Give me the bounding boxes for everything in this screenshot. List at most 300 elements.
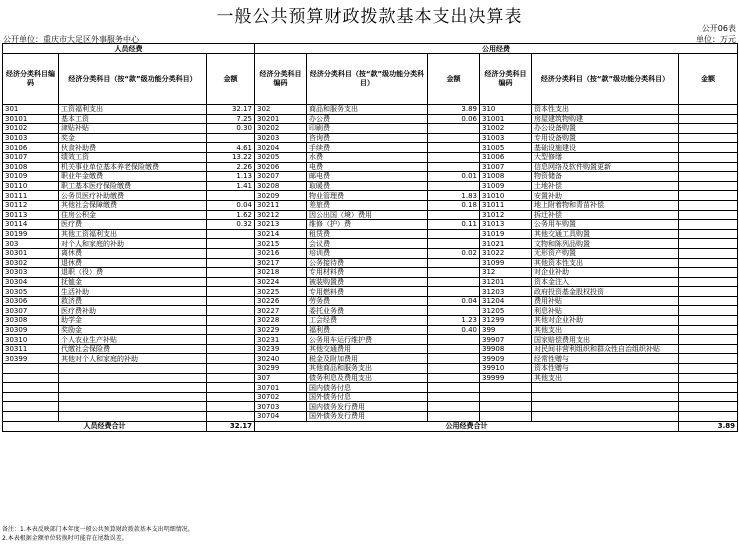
cell-name: 咨询费 <box>307 133 428 143</box>
cell-amount <box>679 373 738 383</box>
cell-code: 30201 <box>255 114 307 124</box>
cell-code: 31009 <box>480 181 532 191</box>
cell-code: 30214 <box>255 229 307 239</box>
cell-name <box>59 364 207 374</box>
cell-code <box>480 392 532 402</box>
cell-amount <box>428 287 480 297</box>
cell-amount <box>679 124 738 134</box>
cell-code: 30311 <box>3 344 59 354</box>
notes <box>2 525 194 543</box>
cell-amount: 0.18 <box>428 200 480 210</box>
table-row <box>3 383 738 393</box>
table-row <box>3 402 738 412</box>
cell-name: 津贴补贴 <box>59 124 207 134</box>
cell-amount: 0.32 <box>207 220 255 230</box>
cell-name: 机关事业单位基本养老保险缴费 <box>59 162 207 172</box>
cell-amount <box>679 287 738 297</box>
cell-name: 专用设备购置 <box>532 133 679 143</box>
cell-code: 30228 <box>255 316 307 326</box>
cell-name: 其他商品和服务支出 <box>307 364 428 374</box>
cell-code: 30308 <box>3 316 59 326</box>
cell-code: 30204 <box>255 143 307 153</box>
cell-name <box>532 412 679 422</box>
expenditure-table <box>2 43 738 432</box>
cell-amount <box>207 258 255 268</box>
cell-name: 因公出国（境）费用 <box>307 210 428 220</box>
cell-name: 助学金 <box>59 316 207 326</box>
cell-code: 30199 <box>3 229 59 239</box>
cell-name <box>59 412 207 422</box>
cell-amount: 0.06 <box>428 114 480 124</box>
header-code: 经济分类科目编码 <box>3 54 59 105</box>
table-row <box>3 105 738 115</box>
cell-amount <box>679 133 738 143</box>
cell-name: 奖励金 <box>59 325 207 335</box>
table-row <box>3 181 738 191</box>
cell-name: 基础设施建设 <box>532 143 679 153</box>
cell-amount <box>428 373 480 383</box>
table-row <box>3 316 738 326</box>
cell-amount: 0.02 <box>428 248 480 258</box>
cell-code: 31011 <box>480 200 532 210</box>
cell-name <box>532 392 679 402</box>
cell-name: 差旅费 <box>307 200 428 210</box>
cell-name: 工会经费 <box>307 316 428 326</box>
table-row <box>3 172 738 182</box>
cell-amount <box>207 287 255 297</box>
money-unit: 单位：万元 <box>696 35 736 44</box>
section-personnel: 人员经费 <box>3 44 255 54</box>
section-public: 公用经费 <box>255 44 738 54</box>
cell-name: 政府投资基金股权投资 <box>532 287 679 297</box>
cell-code <box>3 383 59 393</box>
cell-name: 对个人和家庭的补助 <box>59 239 207 249</box>
cell-code: 31003 <box>480 133 532 143</box>
cell-name: 地上附着物和青苗补偿 <box>532 200 679 210</box>
cell-name: 绩效工资 <box>59 152 207 162</box>
cell-name: 文物和陈列品购置 <box>532 239 679 249</box>
cell-name: 房屋建筑物购建 <box>532 114 679 124</box>
column-header-row <box>3 54 738 105</box>
section-header-row <box>3 44 738 54</box>
cell-code: 31201 <box>480 277 532 287</box>
cell-code: 31001 <box>480 114 532 124</box>
cell-name: 生活补助 <box>59 287 207 297</box>
cell-amount <box>428 402 480 412</box>
cell-code: 30208 <box>255 181 307 191</box>
cell-amount <box>207 316 255 326</box>
cell-name: 拆迁补偿 <box>532 210 679 220</box>
note-line: 2.本表根据金额单位转换时可能存在尾数误差。 <box>2 535 128 542</box>
cell-name: 其他交通费用 <box>307 344 428 354</box>
cell-code: 30216 <box>255 248 307 258</box>
cell-code: 30110 <box>3 181 59 191</box>
cell-name: 其他支出 <box>532 325 679 335</box>
cell-name: 职工基本医疗保险缴费 <box>59 181 207 191</box>
cell-amount <box>679 277 738 287</box>
cell-name: 劳务费 <box>307 296 428 306</box>
header-amount: 金额 <box>428 54 480 105</box>
cell-amount <box>679 210 738 220</box>
cell-name: 商品和服务支出 <box>307 105 428 115</box>
cell-amount <box>428 210 480 220</box>
cell-amount <box>428 258 480 268</box>
cell-amount <box>428 152 480 162</box>
cell-name: 物业管理费 <box>307 191 428 201</box>
cell-name: 对民间非营利组织和群众性自治组织补贴 <box>532 344 679 354</box>
cell-code: 39909 <box>480 354 532 364</box>
cell-name: 福利费 <box>307 325 428 335</box>
table-row <box>3 412 738 422</box>
cell-amount <box>679 402 738 412</box>
cell-code: 30240 <box>255 354 307 364</box>
cell-name: 土地补偿 <box>532 181 679 191</box>
reporting-unit: 公开单位：重庆市大足区外事服务中心 <box>3 35 139 44</box>
table-row <box>3 152 738 162</box>
cell-code: 31203 <box>480 287 532 297</box>
cell-name: 其他支出 <box>532 373 679 383</box>
cell-amount <box>428 344 480 354</box>
cell-amount <box>428 412 480 422</box>
cell-name: 培训费 <box>307 248 428 258</box>
cell-code: 39908 <box>480 344 532 354</box>
cell-amount: 7.25 <box>207 114 255 124</box>
cell-code: 31012 <box>480 210 532 220</box>
cell-amount <box>679 392 738 402</box>
cell-name: 离休费 <box>59 248 207 258</box>
cell-code: 30203 <box>255 133 307 143</box>
cell-amount <box>207 354 255 364</box>
cell-code: 30299 <box>255 364 307 374</box>
cell-name: 国外债务付息 <box>307 392 428 402</box>
cell-name: 职业年金缴费 <box>59 172 207 182</box>
cell-name: 费用补贴 <box>532 296 679 306</box>
public-total-value: 3.89 <box>679 421 738 431</box>
cell-name: 基本工资 <box>59 114 207 124</box>
cell-code: 30112 <box>3 200 59 210</box>
cell-code <box>480 412 532 422</box>
cell-code: 39907 <box>480 335 532 345</box>
cell-name: 公务接待费 <box>307 258 428 268</box>
cell-amount <box>207 383 255 393</box>
cell-name: 代缴社会保险费 <box>59 344 207 354</box>
cell-amount <box>428 306 480 316</box>
cell-name: 办公费 <box>307 114 428 124</box>
report-title: 一般公共预算财政拨款基本支出决算表 <box>216 7 523 27</box>
cell-code: 30212 <box>255 210 307 220</box>
cell-name: 公务员医疗补助缴费 <box>59 191 207 201</box>
cell-code: 30215 <box>255 239 307 249</box>
cell-amount <box>428 354 480 364</box>
cell-code: 31008 <box>480 172 532 182</box>
cell-name: 其他资本性支出 <box>532 258 679 268</box>
cell-amount <box>428 277 480 287</box>
personnel-total-value: 32.17 <box>207 421 255 431</box>
cell-amount <box>428 383 480 393</box>
table-row <box>3 248 738 258</box>
cell-code: 30205 <box>255 152 307 162</box>
public-total-label: 公用经费合计 <box>255 421 679 431</box>
cell-code: 30217 <box>255 258 307 268</box>
cell-amount <box>679 248 738 258</box>
cell-name: 专用燃料费 <box>307 287 428 297</box>
header-amount: 金额 <box>207 54 255 105</box>
totals-row <box>3 421 738 431</box>
cell-code: 30102 <box>3 124 59 134</box>
cell-code: 30211 <box>255 200 307 210</box>
cell-name: 医疗费 <box>59 220 207 230</box>
cell-amount <box>679 162 738 172</box>
table-row <box>3 268 738 278</box>
table-row <box>3 306 738 316</box>
cell-code: 39910 <box>480 364 532 374</box>
table-row <box>3 133 738 143</box>
cell-name: 抚恤金 <box>59 277 207 287</box>
cell-code: 30108 <box>3 162 59 172</box>
cell-code: 302 <box>255 105 307 115</box>
cell-amount <box>679 200 738 210</box>
header-name: 经济分类科目（按“款”级功能分类科目） <box>307 54 428 105</box>
cell-name: 委托业务费 <box>307 306 428 316</box>
cell-code <box>3 402 59 412</box>
cell-code: 30207 <box>255 172 307 182</box>
cell-amount: 1.41 <box>207 181 255 191</box>
form-code: 公开06表 <box>701 24 736 33</box>
cell-amount: 3.89 <box>428 105 480 115</box>
cell-name: 无形资产购置 <box>532 248 679 258</box>
cell-code: 30103 <box>3 133 59 143</box>
table-row <box>3 220 738 230</box>
cell-code <box>3 364 59 374</box>
cell-code: 31007 <box>480 162 532 172</box>
cell-amount <box>428 239 480 249</box>
cell-amount <box>679 354 738 364</box>
cell-code: 30701 <box>255 383 307 393</box>
table-row <box>3 124 738 134</box>
cell-amount <box>679 191 738 201</box>
cell-amount <box>428 133 480 143</box>
cell-amount <box>679 143 738 153</box>
cell-code: 30206 <box>255 162 307 172</box>
cell-amount: 13.22 <box>207 152 255 162</box>
cell-name: 维修（护）费 <box>307 220 428 230</box>
cell-name: 信息网络及软件购置更新 <box>532 162 679 172</box>
cell-name: 物资储备 <box>532 172 679 182</box>
cell-name: 资本性赠与 <box>532 364 679 374</box>
cell-code: 30301 <box>3 248 59 258</box>
cell-name: 医疗费补助 <box>59 306 207 316</box>
cell-amount <box>679 296 738 306</box>
cell-amount <box>679 152 738 162</box>
cell-code: 30303 <box>3 268 59 278</box>
cell-amount: 0.11 <box>428 220 480 230</box>
table-row <box>3 325 738 335</box>
cell-code: 303 <box>3 239 59 249</box>
cell-code: 31099 <box>480 258 532 268</box>
cell-amount <box>428 181 480 191</box>
cell-name: 其他工资福利支出 <box>59 229 207 239</box>
cell-amount <box>428 143 480 153</box>
cell-name: 退职（役）费 <box>59 268 207 278</box>
cell-amount <box>207 229 255 239</box>
cell-name: 大型修缮 <box>532 152 679 162</box>
cell-code <box>3 373 59 383</box>
cell-amount <box>679 172 738 182</box>
table-row <box>3 200 738 210</box>
cell-amount: 0.01 <box>428 172 480 182</box>
cell-amount <box>207 277 255 287</box>
cell-code: 31022 <box>480 248 532 258</box>
cell-code: 30231 <box>255 335 307 345</box>
cell-amount <box>679 105 738 115</box>
table-row <box>3 229 738 239</box>
cell-name <box>59 373 207 383</box>
cell-amount: 0.04 <box>428 296 480 306</box>
cell-name: 奖金 <box>59 133 207 143</box>
table-row <box>3 335 738 345</box>
table-row <box>3 277 738 287</box>
cell-code: 307 <box>255 373 307 383</box>
cell-code: 31013 <box>480 220 532 230</box>
table-row <box>3 296 738 306</box>
cell-code: 31021 <box>480 239 532 249</box>
cell-code: 30209 <box>255 191 307 201</box>
table-row <box>3 210 738 220</box>
cell-amount: 0.30 <box>207 124 255 134</box>
cell-code: 31299 <box>480 316 532 326</box>
cell-amount <box>207 239 255 249</box>
cell-amount <box>679 364 738 374</box>
cell-name: 资本金注入 <box>532 277 679 287</box>
cell-amount: 1.83 <box>428 191 480 201</box>
cell-amount <box>679 181 738 191</box>
cell-code: 30213 <box>255 220 307 230</box>
cell-name <box>59 402 207 412</box>
cell-name: 公务用车购置 <box>532 220 679 230</box>
cell-amount: 32.17 <box>207 105 255 115</box>
cell-code: 399 <box>480 325 532 335</box>
cell-code <box>480 402 532 412</box>
cell-name: 会议费 <box>307 239 428 249</box>
cell-amount <box>679 114 738 124</box>
cell-name: 专用材料费 <box>307 268 428 278</box>
cell-name: 被装购置费 <box>307 277 428 287</box>
cell-code: 31019 <box>480 229 532 239</box>
cell-code: 30113 <box>3 210 59 220</box>
cell-name: 取暖费 <box>307 181 428 191</box>
cell-code: 30703 <box>255 402 307 412</box>
cell-code: 30229 <box>255 325 307 335</box>
cell-amount <box>207 325 255 335</box>
cell-amount <box>679 335 738 345</box>
cell-name: 利息补贴 <box>532 306 679 316</box>
cell-name: 办公设备购置 <box>532 124 679 134</box>
cell-code: 30704 <box>255 412 307 422</box>
table-row <box>3 344 738 354</box>
cell-code: 30225 <box>255 287 307 297</box>
cell-name: 债务利息及费用支出 <box>307 373 428 383</box>
cell-amount <box>679 412 738 422</box>
table-row <box>3 143 738 153</box>
cell-name: 国内债务发行费用 <box>307 402 428 412</box>
cell-code: 31006 <box>480 152 532 162</box>
cell-name: 国家赔偿费用支出 <box>532 335 679 345</box>
cell-name: 印刷费 <box>307 124 428 134</box>
cell-code: 31205 <box>480 306 532 316</box>
cell-code: 31204 <box>480 296 532 306</box>
cell-code: 30310 <box>3 335 59 345</box>
cell-amount <box>207 373 255 383</box>
cell-amount: 1.62 <box>207 210 255 220</box>
cell-amount <box>207 268 255 278</box>
cell-name: 其他交通工具购置 <box>532 229 679 239</box>
cell-amount <box>428 229 480 239</box>
cell-amount <box>679 229 738 239</box>
table-row <box>3 239 738 249</box>
cell-code: 30309 <box>3 325 59 335</box>
cell-name: 电费 <box>307 162 428 172</box>
table-row <box>3 258 738 268</box>
cell-name: 经常性赠与 <box>532 354 679 364</box>
note-line: 备注：1.本表反映部门本年度一般公共预算财政拨款基本支出明细情况。 <box>2 526 194 533</box>
cell-name: 手续费 <box>307 143 428 153</box>
cell-amount: 4.61 <box>207 143 255 153</box>
cell-amount <box>207 133 255 143</box>
cell-name: 安置补助 <box>532 191 679 201</box>
header-name: 经济分类科目（按“款”级功能分类科目） <box>59 54 207 105</box>
cell-amount <box>428 268 480 278</box>
table-row <box>3 191 738 201</box>
cell-code: 30226 <box>255 296 307 306</box>
cell-code: 39999 <box>480 373 532 383</box>
cell-amount <box>207 306 255 316</box>
cell-code: 30114 <box>3 220 59 230</box>
cell-code: 30305 <box>3 287 59 297</box>
cell-code: 31005 <box>480 143 532 153</box>
cell-amount <box>207 248 255 258</box>
table-row <box>3 354 738 364</box>
cell-amount <box>679 239 738 249</box>
cell-name: 其他社会保障缴费 <box>59 200 207 210</box>
cell-amount <box>679 316 738 326</box>
cell-code: 310 <box>480 105 532 115</box>
table-row <box>3 162 738 172</box>
cell-code: 30106 <box>3 143 59 153</box>
cell-code: 30306 <box>3 296 59 306</box>
table-row <box>3 364 738 374</box>
cell-name: 个人农业生产补贴 <box>59 335 207 345</box>
cell-amount <box>428 162 480 172</box>
cell-amount <box>428 392 480 402</box>
cell-name <box>59 392 207 402</box>
cell-name <box>532 383 679 393</box>
cell-amount <box>679 306 738 316</box>
cell-amount <box>679 268 738 278</box>
cell-amount <box>679 344 738 354</box>
cell-amount <box>679 258 738 268</box>
cell-name: 其他对企业补助 <box>532 316 679 326</box>
cell-amount: 1.13 <box>207 172 255 182</box>
header-code: 经济分类科目编码 <box>255 54 307 105</box>
cell-name <box>532 402 679 412</box>
cell-code: 30702 <box>255 392 307 402</box>
cell-name: 对企业补助 <box>532 268 679 278</box>
cell-name: 租赁费 <box>307 229 428 239</box>
cell-amount <box>207 296 255 306</box>
cell-code: 31010 <box>480 191 532 201</box>
cell-code <box>480 383 532 393</box>
cell-amount <box>679 220 738 230</box>
